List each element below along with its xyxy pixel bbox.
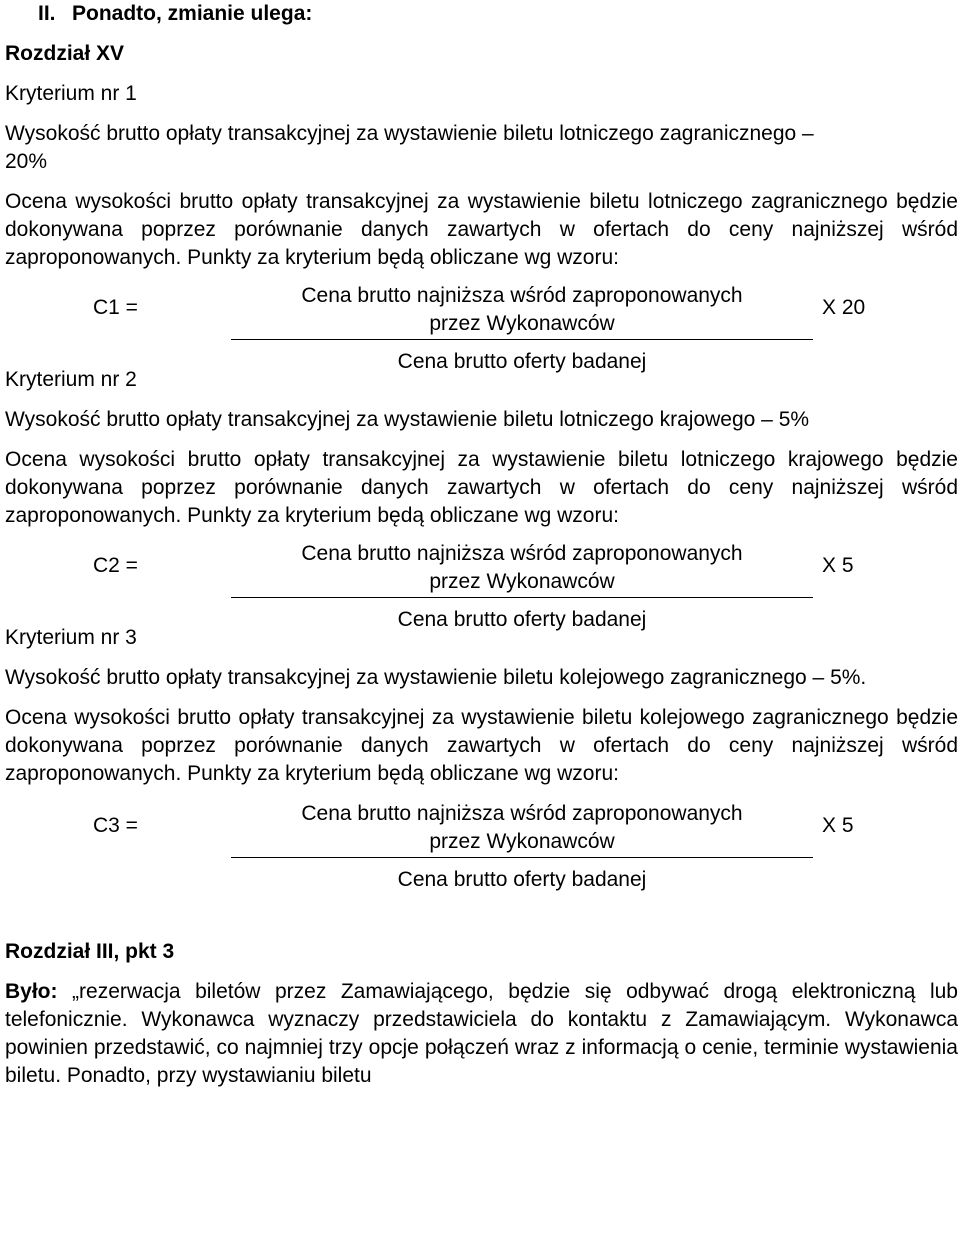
criterion-3-name: Wysokość brutto opłaty transakcyjnej za wystawienie biletu kolejowego zagranicznego – 5%. [5, 666, 867, 689]
formula-numerator [231, 800, 813, 856]
bylo-paragraph [5, 978, 958, 1090]
formula-numerator-line-2: przez Wykonawców [429, 830, 615, 853]
fraction-bar [231, 857, 813, 858]
formula-numerator [231, 540, 813, 596]
formula-numerator-line-1: Cena brutto najniższa wśród zaproponowanych [301, 284, 743, 307]
section-title: Ponadto, zmianie ulega: [72, 2, 313, 25]
criterion-2-label: Kryterium nr 2 [5, 368, 137, 391]
section-number: II. [38, 2, 56, 25]
criterion-3-formula [5, 800, 958, 910]
section-heading [38, 0, 958, 28]
formula-numerator [231, 282, 813, 338]
fraction-bar [231, 597, 813, 598]
criterion-1-weight: 20% [5, 150, 48, 173]
criterion-3-label: Kryterium nr 3 [5, 626, 137, 649]
criterion-2-formula [5, 540, 958, 650]
fraction-bar [231, 339, 813, 340]
formula-numerator-line-1: Cena brutto najniższa wśród zaproponowanych [301, 542, 743, 565]
chapter-xv-title: Rozdział XV [5, 42, 125, 65]
formula-numerator-line-2: przez Wykonawców [429, 570, 615, 593]
formula-multiplier: X 20 [822, 296, 866, 319]
bylo-label: Było: [5, 980, 58, 1003]
formula-lhs: C3 = [93, 814, 138, 837]
bylo-text: „rezerwacja biletów przez Zamawiającego, będzie się odbywać drogą elektroniczną lub telefonicznie. Wykonawca wyznaczy przedstawiciela do kontaktu z Zamawiającym. Wykonawca powinien przedstawić, co najmniej trzy opcje połączeń wraz z informacją o cenie, terminie wystawienia biletu. Ponadto, przy wystawianiu biletu [5, 980, 958, 1087]
criterion-3-description: Ocena wysokości brutto opłaty transakcyjnej za wystawienie biletu kolejowego zagranicznego będzie dokonywana poprzez porównanie danych zawartych w ofertach do ceny najniższej wśród zaproponowanych. Punkty za kryterium będą obliczane wg wzoru: [5, 706, 958, 785]
formula-numerator-line-1: Cena brutto najniższa wśród zaproponowanych [301, 802, 743, 825]
criterion-1-formula [5, 282, 958, 392]
criterion-1-label: Kryterium nr 1 [5, 82, 137, 105]
formula-denominator: Cena brutto oferty badanej [397, 608, 647, 631]
formula-denominator: Cena brutto oferty badanej [397, 350, 647, 373]
formula-numerator-line-2: przez Wykonawców [429, 312, 615, 335]
formula-denominator: Cena brutto oferty badanej [397, 868, 647, 891]
document-page [5, 0, 958, 1090]
formula-multiplier: X 5 [822, 554, 854, 577]
formula-lhs: C1 = [93, 296, 138, 319]
criterion-1-name [5, 120, 958, 176]
chapter-iii-title: Rozdział III, pkt 3 [5, 940, 175, 963]
criterion-1-name-line: Wysokość brutto opłaty transakcyjnej za wystawienie biletu lotniczego zagranicznego – [5, 122, 814, 145]
criterion-2-description: Ocena wysokości brutto opłaty transakcyjnej za wystawienie biletu lotniczego krajowego będzie dokonywana poprzez porównanie danych zawartych w ofertach do ceny najniższej wśród zaproponowanych. Punkty za kryterium będą obliczane wg wzoru: [5, 448, 958, 527]
formula-multiplier: X 5 [822, 814, 854, 837]
formula-lhs: C2 = [93, 554, 138, 577]
criterion-2-name: Wysokość brutto opłaty transakcyjnej za wystawienie biletu lotniczego krajowego – 5% [5, 408, 810, 431]
criterion-1-description: Ocena wysokości brutto opłaty transakcyjnej za wystawienie biletu lotniczego zagranicznego będzie dokonywana poprzez porównanie danych zawartych w ofertach do ceny najniższej wśród zaproponowanych. Punkty za kryterium będą obliczane wg wzoru: [5, 190, 958, 269]
